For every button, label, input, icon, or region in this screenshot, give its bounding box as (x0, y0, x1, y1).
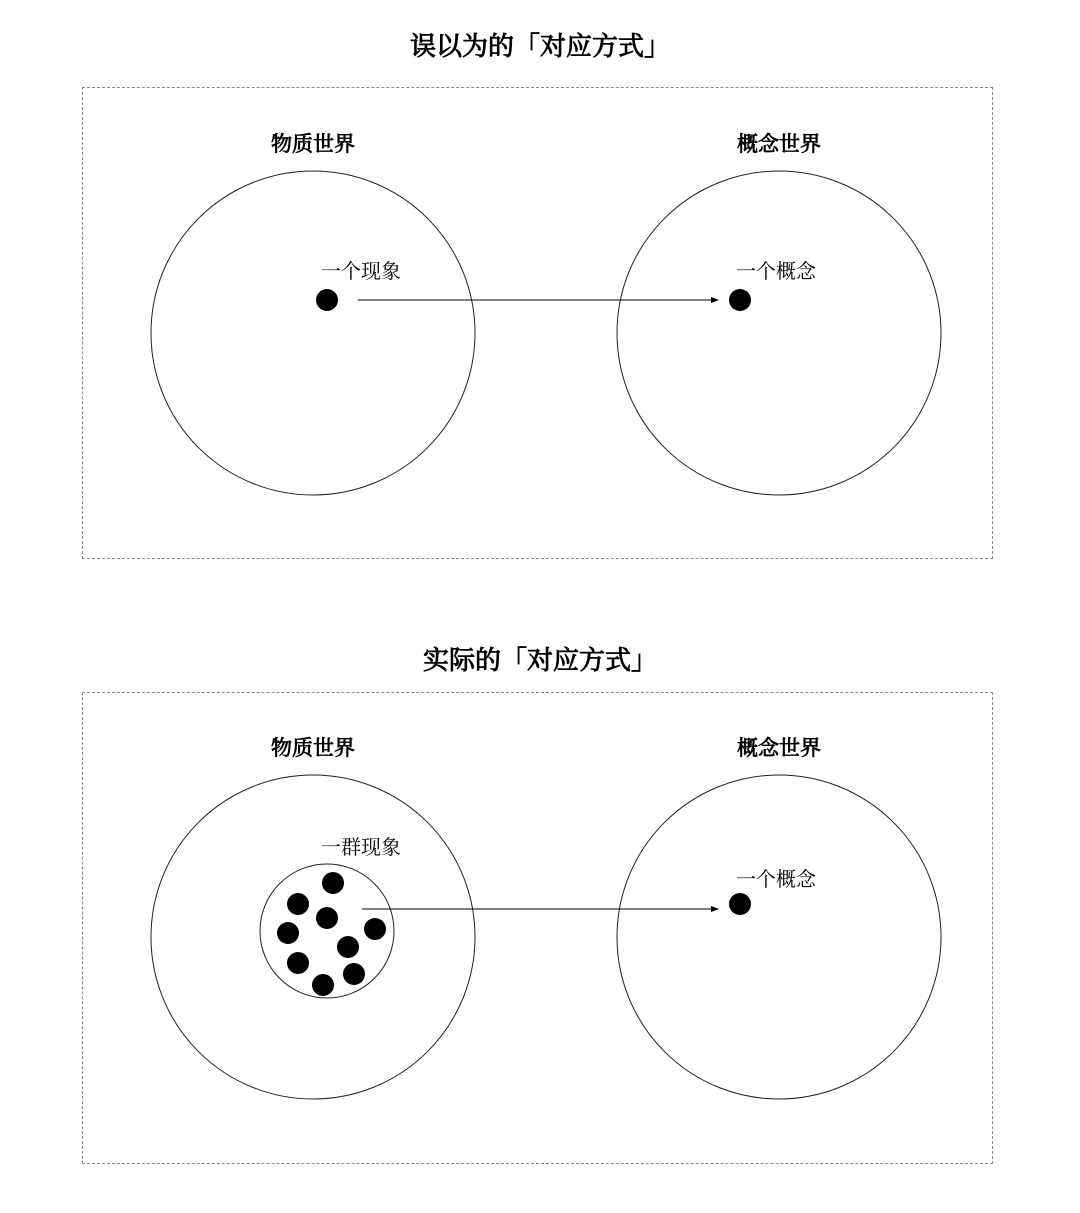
phenomenon-dot (343, 963, 365, 985)
phenomenon-dot (287, 893, 309, 915)
diagram-2-concept-world-circle (617, 775, 941, 1099)
diagram-2-right-world-label: 概念世界 (737, 735, 821, 760)
diagram-1-phenomenon-dot (316, 289, 338, 311)
diagram-1-concept-dot (729, 289, 751, 311)
diagram-1-concept-world-circle (617, 171, 941, 495)
diagram-2-right-item-label: 一个概念 (736, 867, 816, 891)
diagram-2-material-world-circle (151, 775, 475, 1099)
diagram-1-right-item-label: 一个概念 (736, 259, 816, 283)
diagram-1-left-item-label: 一个现象 (321, 259, 401, 283)
phenomenon-dot (277, 922, 299, 944)
phenomenon-dot (337, 936, 359, 958)
diagram-2-phenomena-dots (277, 872, 386, 996)
phenomenon-dot (316, 907, 338, 929)
diagram-1-right-world-label: 概念世界 (737, 131, 821, 156)
diagram-1-material-world-circle (151, 171, 475, 495)
phenomenon-dot (312, 974, 334, 996)
diagram-2-left-item-label: 一群现象 (321, 835, 401, 859)
diagram-2-title: 实际的「对应方式」 (422, 646, 657, 676)
diagram-2-left-world-label: 物质世界 (271, 735, 355, 760)
diagram-2-concept-dot (729, 893, 751, 915)
phenomenon-dot (322, 872, 344, 894)
diagram-1-left-world-label: 物质世界 (271, 131, 355, 156)
phenomenon-dot (287, 952, 309, 974)
diagram-1-title: 误以为的「对应方式」 (409, 32, 670, 62)
phenomenon-dot (364, 918, 386, 940)
